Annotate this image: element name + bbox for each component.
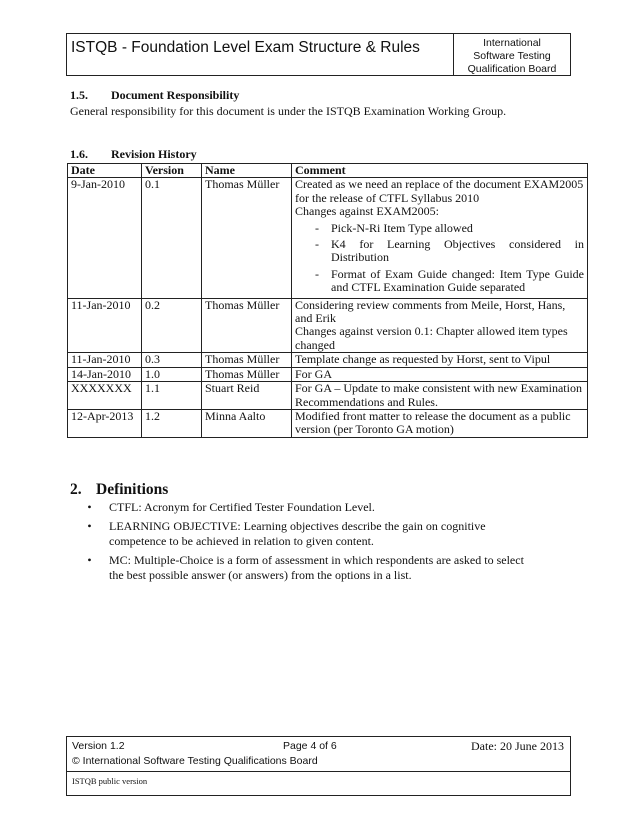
- footer-copyright: © International Software Testing Qualifications Board: [72, 755, 318, 767]
- cell-name: Thomas Müller: [202, 353, 292, 367]
- comment-line: Created as we need an replace of the document EXAM2005: [295, 177, 584, 192]
- cell-date: 12-Apr-2013: [68, 409, 142, 437]
- comment-line: for the release of CTFL Syllabus 2010: [295, 190, 480, 205]
- definition-text: MC: Multiple-Choice is a form of assessment in which respondents are asked to select the best possible answer (or answers) from the options in a list.: [109, 553, 524, 582]
- cell-version: 1.1: [142, 382, 202, 410]
- footer-date: Date: 20 June 2013: [471, 739, 564, 753]
- section-title: Revision History: [111, 147, 197, 161]
- comment-line: Changes against EXAM2005:: [295, 204, 439, 219]
- cell-date: 14-Jan-2010: [68, 367, 142, 381]
- cell-version: 1.2: [142, 409, 202, 437]
- cell-date: XXXXXXX: [68, 382, 142, 410]
- table-row: [68, 382, 588, 410]
- list-item: [70, 500, 540, 515]
- footer-version: Version 1.2: [72, 740, 125, 752]
- responsibility-paragraph: General responsibility for this document is under the ISTQB Examination Working Group.: [70, 104, 507, 118]
- cell-date: 11-Jan-2010: [68, 298, 142, 353]
- change-text: K4 for Learning Objectives considered in Distribution: [331, 237, 584, 265]
- definitions-list: [70, 500, 540, 587]
- cell-comment: For GA: [292, 367, 588, 381]
- change-text: Format of Exam Guide changed: Item Type Guide and CTFL Examination Guide separated: [331, 266, 584, 295]
- column-header-name: Name: [202, 164, 292, 178]
- page-header: [66, 33, 571, 76]
- cell-comment: Modified front matter to release the document as a public version (per Toronto GA motion): [292, 409, 588, 437]
- cell-date: 11-Jan-2010: [68, 353, 142, 367]
- cell-version: 0.1: [142, 178, 202, 298]
- table-row: [68, 353, 588, 367]
- table-header-row: [68, 164, 588, 178]
- cell-comment: For GA – Update to make consistent with new Examination Recommendations and Rules.: [292, 382, 588, 410]
- org-line: International: [483, 37, 541, 49]
- cell-name: Stuart Reid: [202, 382, 292, 410]
- dash-marker: -: [315, 220, 319, 235]
- list-item: [70, 553, 540, 583]
- footer-public-version: ISTQB public version: [72, 776, 148, 786]
- section-title: Document Responsibility: [111, 88, 240, 102]
- org-line: Qualification Board: [467, 63, 557, 75]
- bullet-icon: •: [87, 500, 92, 514]
- cell-version: 1.0: [142, 367, 202, 381]
- section-heading-revision-history: [70, 147, 197, 162]
- cell-name: Thomas Müller: [202, 367, 292, 381]
- column-header-version: Version: [142, 164, 202, 178]
- revision-history-table: [67, 163, 588, 438]
- section-heading-document-responsibility: [70, 88, 239, 103]
- cell-name: Thomas Müller: [202, 178, 292, 298]
- cell-comment: Template change as requested by Horst, sent to Vipul: [292, 353, 588, 367]
- page-footer: [66, 736, 571, 796]
- definition-text: CTFL: Acronym for Certified Tester Foundation Level.: [109, 500, 375, 514]
- document-title: ISTQB - Foundation Level Exam Structure & Rules: [71, 39, 420, 56]
- cell-version: 0.2: [142, 298, 202, 353]
- dash-marker: -: [315, 266, 319, 281]
- column-header-date: Date: [68, 164, 142, 178]
- bullet-icon: •: [87, 519, 92, 533]
- section-number: 2.: [70, 481, 82, 498]
- cell-date: 9-Jan-2010: [68, 178, 142, 298]
- change-list-item: [295, 222, 584, 235]
- table-row: [68, 367, 588, 381]
- bullet-icon: •: [87, 553, 92, 567]
- section-number: 1.6.: [70, 147, 88, 161]
- footer-page-number: Page 4 of 6: [283, 740, 337, 752]
- cell-comment: [292, 178, 588, 298]
- cell-comment: [292, 298, 588, 353]
- column-header-comment: Comment: [292, 164, 588, 178]
- change-list-item: [295, 268, 584, 295]
- table-row: [68, 298, 588, 353]
- footer-top-cell: [67, 737, 570, 772]
- comment-line: Considering review comments from Meile, Horst, Hans, and Erik: [295, 297, 566, 326]
- cell-name: Thomas Müller: [202, 298, 292, 353]
- org-line: Software Testing: [473, 50, 551, 62]
- section-title: Definitions: [96, 481, 169, 498]
- change-text: Pick-N-Ri Item Type allowed: [331, 220, 473, 235]
- cell-name: Minna Aalto: [202, 409, 292, 437]
- section-heading-definitions: [70, 481, 168, 499]
- list-item: [70, 519, 540, 549]
- section-number: 1.5.: [70, 88, 88, 102]
- definition-text: LEARNING OBJECTIVE: Learning objectives describe the gain on cognitive competence to be achieved in relation to given content.: [109, 519, 486, 548]
- dash-marker: -: [315, 237, 319, 252]
- cell-version: 0.3: [142, 353, 202, 367]
- table-row: [68, 409, 588, 437]
- table-row: [68, 178, 588, 298]
- organization-name: [453, 34, 570, 75]
- comment-line: Changes against version 0.1: Chapter allowed item types changed: [295, 324, 568, 352]
- change-list-item: [295, 238, 584, 265]
